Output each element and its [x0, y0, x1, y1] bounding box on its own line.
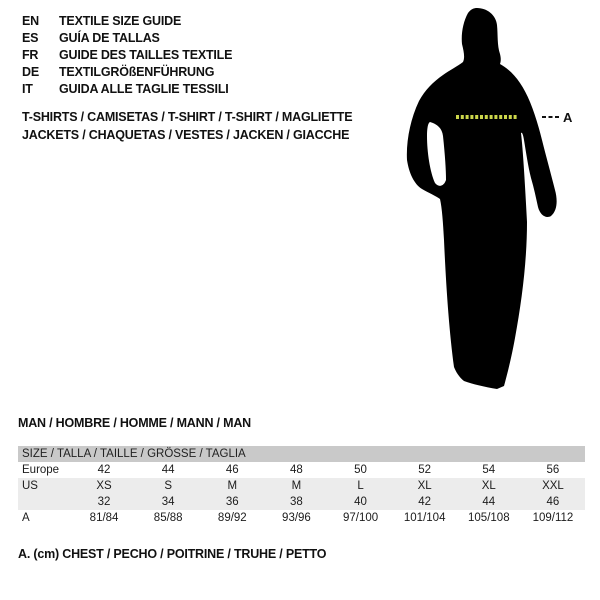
- language-label: TEXTILE SIZE GUIDE: [59, 14, 182, 28]
- language-code: DE: [22, 65, 39, 79]
- language-label: GUÍA DE TALLAS: [59, 31, 160, 45]
- size-cell: 105/108: [468, 512, 510, 524]
- size-cell: 32: [97, 496, 111, 508]
- size-cell: XL: [417, 480, 432, 492]
- size-cell: 36: [225, 496, 239, 508]
- size-cell: 42: [97, 464, 111, 476]
- man-silhouette-icon: [407, 8, 557, 389]
- size-cell: 101/104: [403, 512, 446, 524]
- size-cell: M: [227, 480, 238, 492]
- measure-label-a: A: [563, 110, 573, 125]
- size-cell: 109/112: [532, 512, 574, 524]
- table-row-europe: [18, 462, 585, 478]
- table-row-chest-a: [18, 510, 585, 526]
- language-code: IT: [22, 82, 33, 96]
- size-cell: 46: [225, 464, 239, 476]
- category-line-jackets: JACKETS / CHAQUETAS / VESTES / JACKEN / GIACCHE: [22, 128, 350, 142]
- language-label: GUIDA ALLE TAGLIE TESSILI: [59, 82, 229, 96]
- size-cell: 81/84: [89, 512, 119, 524]
- row-label: A: [22, 512, 30, 524]
- size-cell: 52: [418, 464, 432, 476]
- size-cell: 50: [354, 464, 367, 476]
- size-cell: XXL: [542, 480, 564, 492]
- row-label: [18, 494, 72, 510]
- size-cell: 38: [290, 496, 303, 508]
- size-cell: XS: [96, 480, 112, 492]
- measurement-footnote: A. (cm) CHEST / PECHO / POITRINE / TRUHE / PETTO: [18, 547, 327, 561]
- category-line-tshirts: T-SHIRTS / CAMISETAS / T-SHIRT / T-SHIRT / MAGLIETTE: [22, 110, 353, 124]
- size-cell: 44: [482, 496, 496, 508]
- size-cell: 40: [354, 496, 367, 508]
- language-label: TEXTILGRÖßENFÜHRUNG: [59, 65, 215, 79]
- language-code: EN: [22, 14, 39, 28]
- size-cell: XL: [481, 480, 496, 492]
- size-cell: 42: [418, 496, 432, 508]
- size-cell: 48: [290, 464, 303, 476]
- size-cell: S: [164, 480, 173, 492]
- size-cell: L: [357, 480, 364, 492]
- size-cell: 89/92: [217, 512, 247, 524]
- size-cell: 85/88: [153, 512, 183, 524]
- size-cell: M: [291, 480, 302, 492]
- size-cell: 46: [546, 496, 560, 508]
- size-cell: 34: [161, 496, 175, 508]
- size-cell: 44: [161, 464, 175, 476]
- row-label: US: [22, 480, 38, 492]
- language-code: FR: [22, 48, 39, 62]
- section-title-man: MAN / HOMBRE / HOMME / MANN / MAN: [18, 416, 251, 430]
- row-label: Europe: [22, 464, 60, 476]
- language-code: ES: [22, 31, 39, 45]
- size-table: [18, 446, 585, 526]
- size-cell: 97/100: [342, 512, 379, 524]
- size-table-header: SIZE / TALLA / TAILLE / GRÖSSE / TAGLIA: [18, 446, 585, 462]
- size-cell: 56: [546, 464, 560, 476]
- table-row-us: [18, 478, 585, 494]
- size-cell: 54: [482, 464, 496, 476]
- language-label: GUIDE DES TAILLES TEXTILE: [59, 48, 233, 62]
- table-row-numeric: [18, 494, 585, 510]
- size-cell: 93/96: [282, 512, 311, 524]
